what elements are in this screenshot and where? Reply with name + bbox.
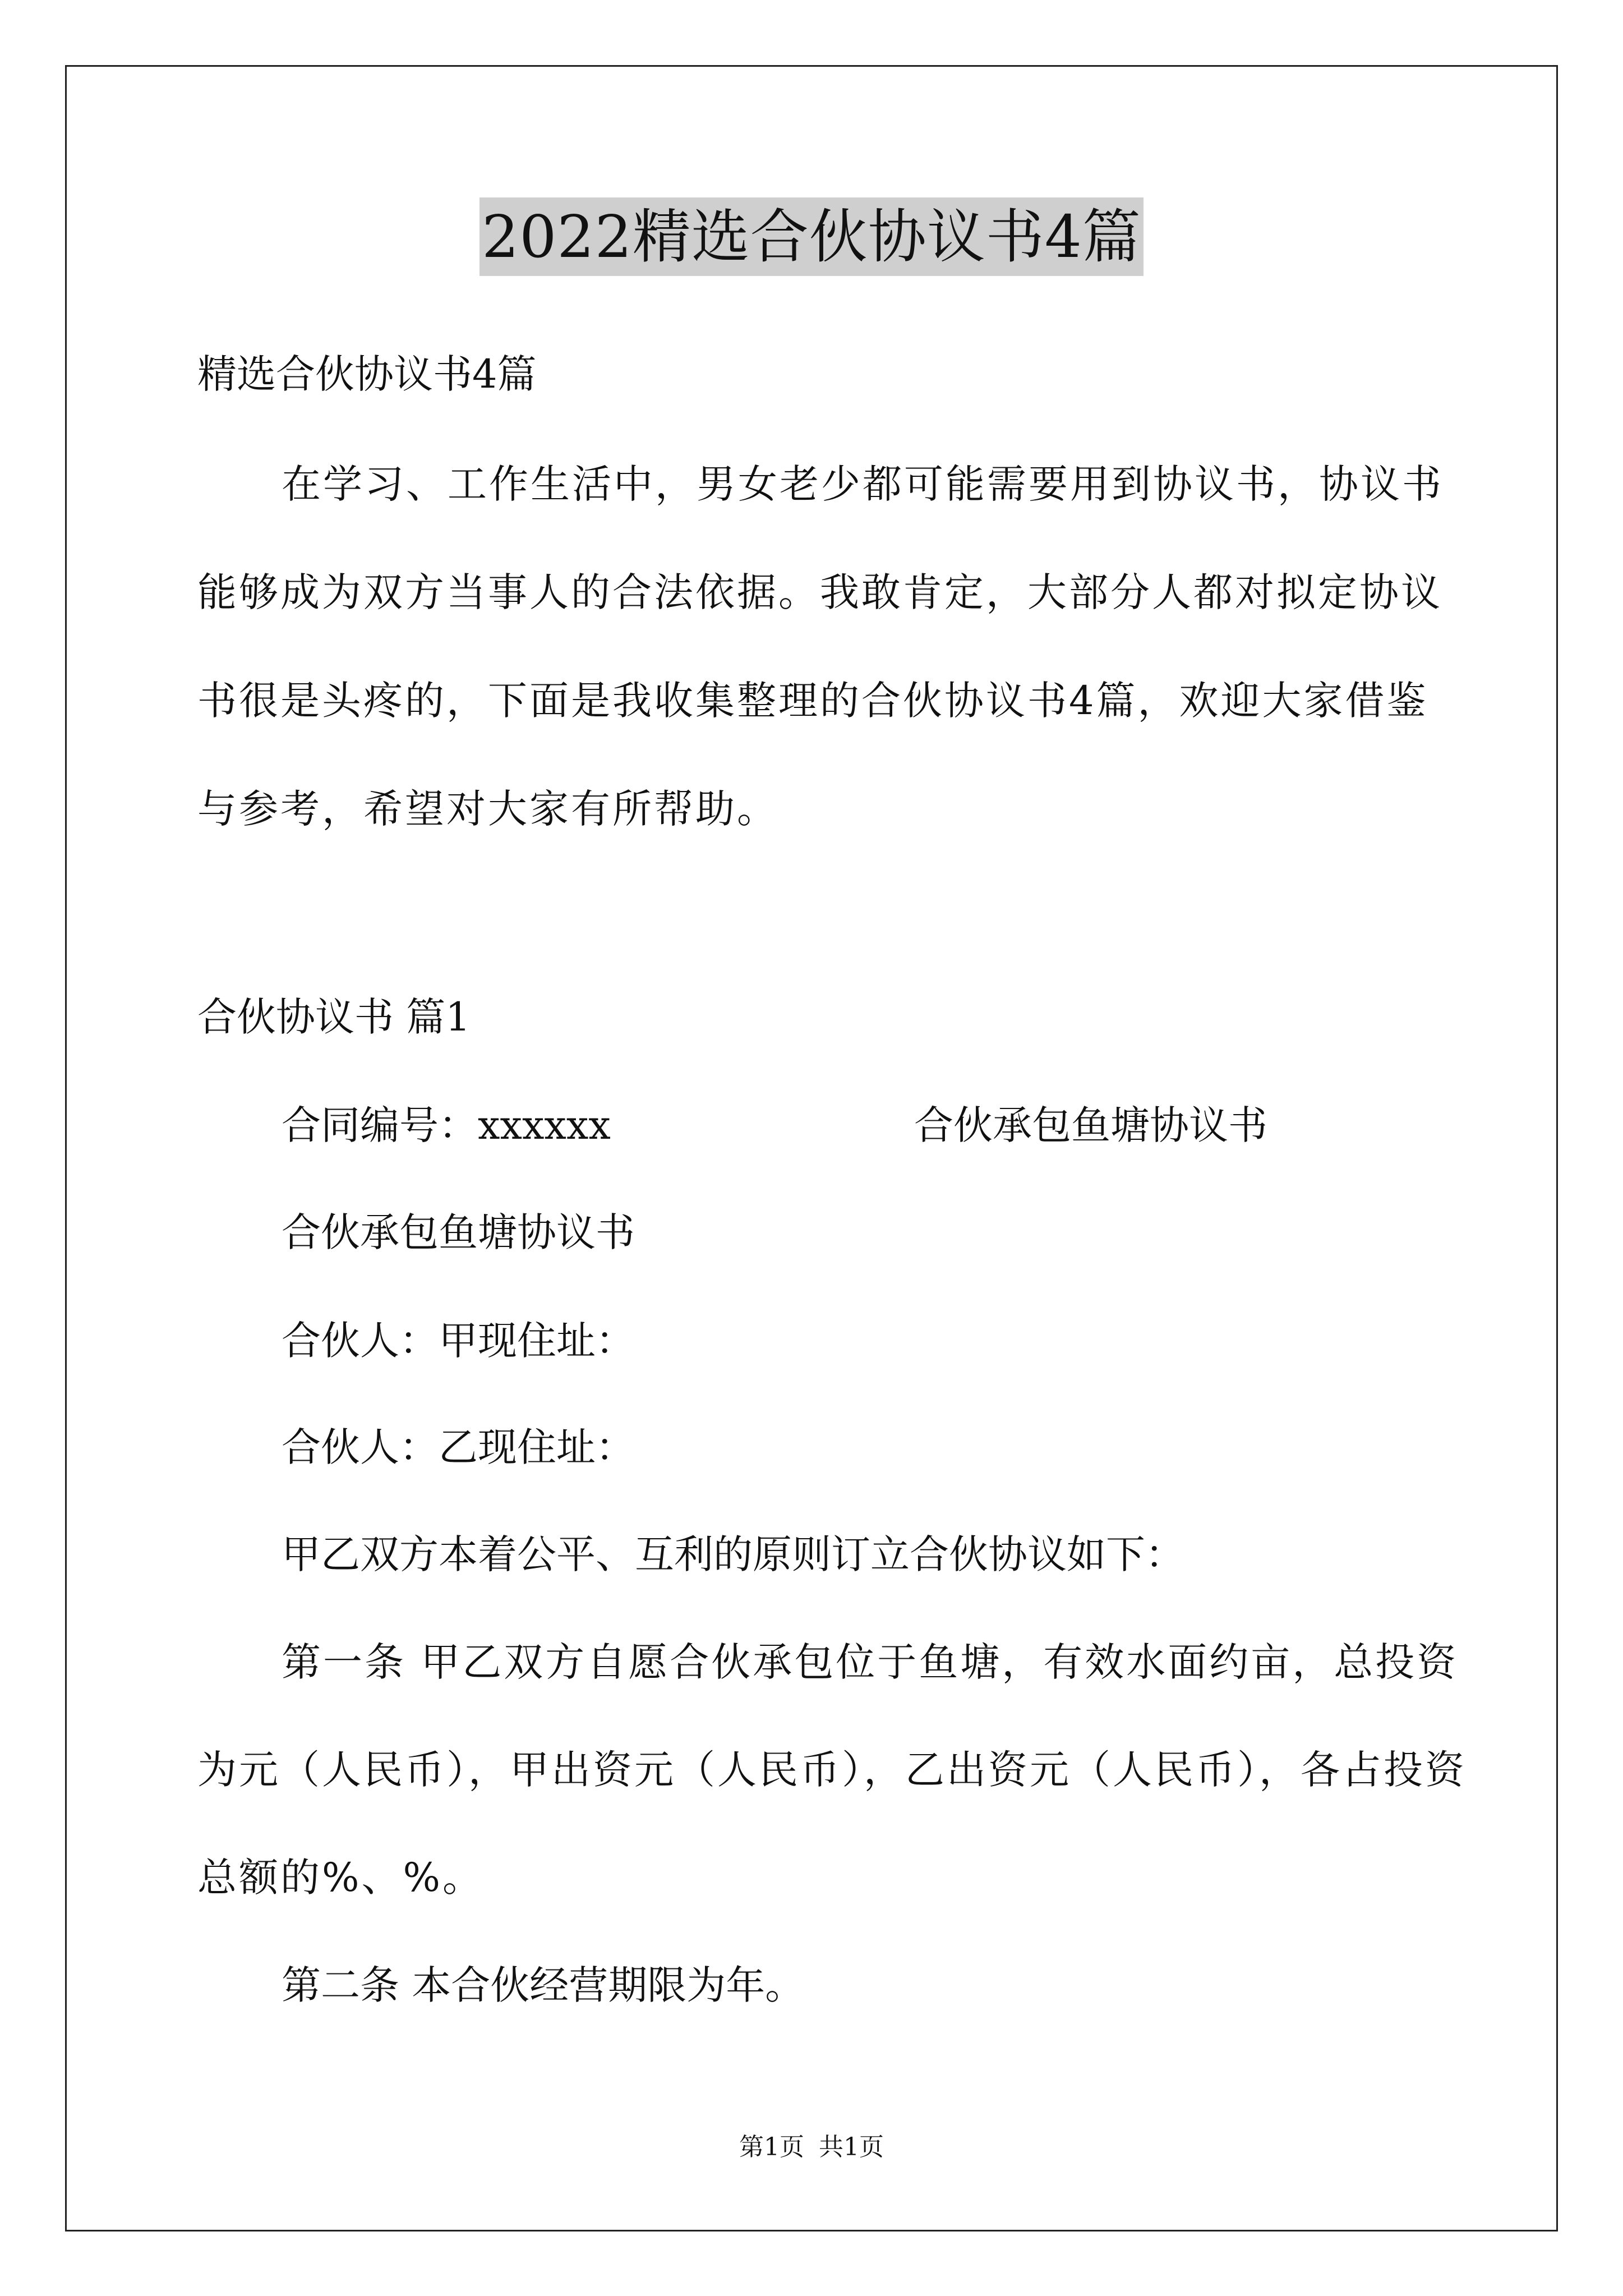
contract-title: 合伙承包鱼塘协议书 xyxy=(282,1209,635,1255)
footer-page-current: 第1页 xyxy=(739,2133,804,2161)
contract-header-right: 合伙承包鱼塘协议书 xyxy=(914,1102,1267,1148)
intro-line-2: 能够成为双方当事人的合法依据。我敢肯定，大部分人都对拟定协议 xyxy=(197,569,1442,615)
article2-line: 第二条 本合伙经营期限为年。 xyxy=(282,1962,805,2008)
intro-line-4: 与参考，希望对大家有所帮助。 xyxy=(197,786,778,832)
section-heading: 合伙协议书 篇1 xyxy=(197,994,471,1040)
principle-line: 甲乙双方本着公平、互利的原则订立合伙协议如下： xyxy=(282,1531,1184,1577)
party-b: 合伙人：乙现住址： xyxy=(282,1424,635,1470)
article1-line-3: 总额的%、%。 xyxy=(197,1855,485,1901)
title-container xyxy=(0,197,1623,276)
party-a: 合伙人：甲现住址： xyxy=(282,1318,635,1364)
article1-line-2: 为元（人民币），甲出资元（人民币），乙出资元（人民币），各占投资 xyxy=(197,1747,1467,1793)
document-title: 2022精选合伙协议书4篇 xyxy=(479,197,1144,276)
contract-number: 合同编号：xxxxxx xyxy=(282,1102,611,1148)
page-footer xyxy=(0,2131,1623,2164)
intro-line-3: 书很是头疼的，下面是我收集整理的合伙协议书4篇，欢迎大家借鉴 xyxy=(197,678,1428,724)
article1-line-1: 第一条 甲乙双方自愿合伙承包位于鱼塘，有效水面约亩，总投资 xyxy=(282,1639,1459,1685)
subtitle: 精选合伙协议书4篇 xyxy=(197,351,537,397)
footer-page-total: 共1页 xyxy=(819,2133,884,2161)
intro-line-1: 在学习、工作生活中，男女老少都可能需要用到协议书，协议书 xyxy=(282,461,1444,507)
